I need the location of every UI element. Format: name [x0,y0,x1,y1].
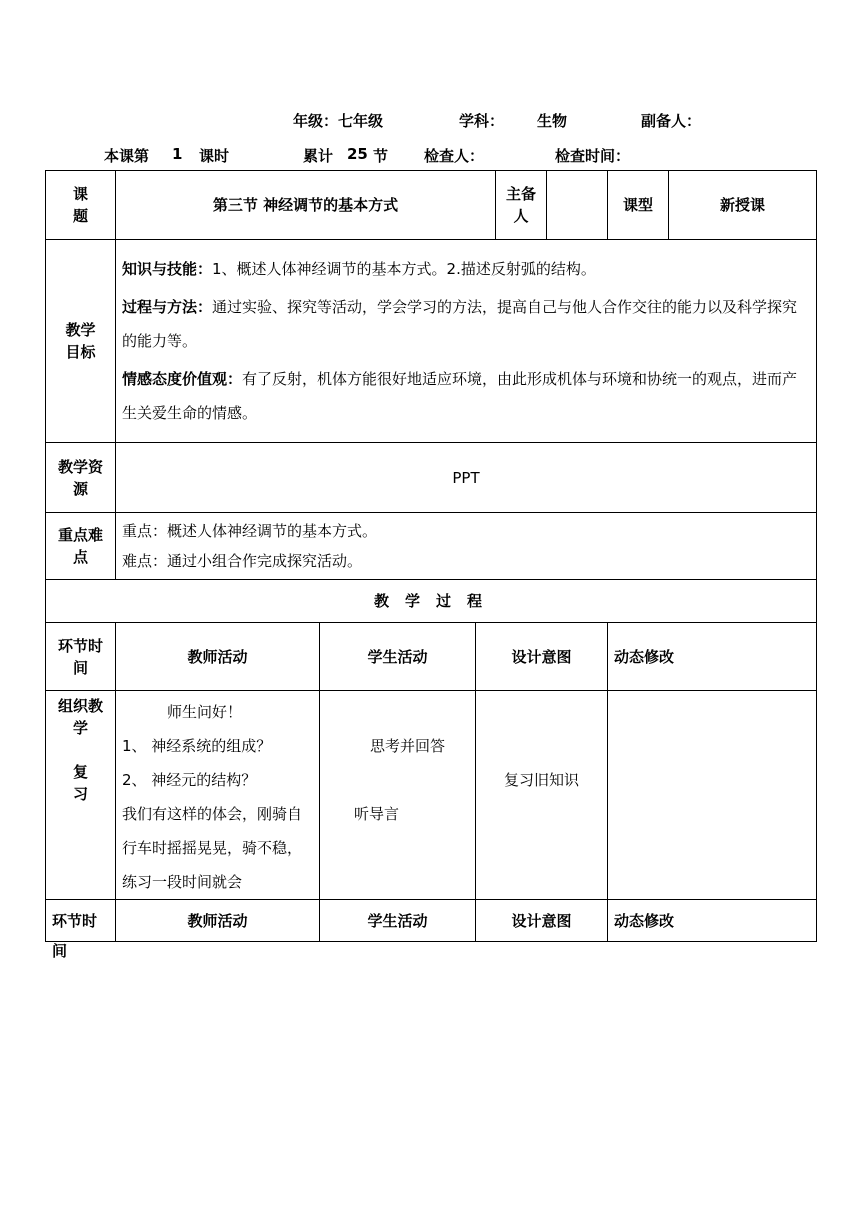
header-total-no: 25 [347,145,368,163]
header-lesson-no: 1 [172,145,183,163]
process-row-1 [46,691,817,900]
header-student-repeat: 学生活动 [320,900,476,942]
header-time-repeat [46,900,116,960]
teacher-activity [116,691,320,900]
key-points-label: 重点难 点 [46,513,116,580]
process-title: 教学过程 [46,580,817,623]
resources-row [46,443,817,513]
header-check-time: 检查时间： [555,147,631,165]
header-time-repeat-text: 环节时 间 [52,912,98,960]
objective-knowledge [122,252,810,286]
student-line-1: 思考并回答 [370,737,446,755]
header-lesson-suffix: 课时 [199,147,230,165]
stage-review: 组织教 学 复 习 [46,691,116,900]
objective-emotion-label: 情感态度价值观： [122,370,243,388]
process-title-row [46,580,817,623]
student-activity [320,691,476,900]
resources-value: PPT [116,443,817,513]
header-lesson-prefix: 本课第 [104,147,150,165]
student-line-2: 听导言 [354,805,400,823]
key-points-content [116,513,817,580]
header-teacher: 教师活动 [116,623,320,691]
process-header-row [46,623,817,691]
topic-title: 第三节 神经调节的基本方式 [116,171,496,240]
lesson-type-value: 新授课 [669,171,817,240]
objective-process [122,290,810,358]
lesson-type-label: 课型 [608,171,669,240]
resources-label: 教学资 源 [46,443,116,513]
header-total-prefix: 累计 [303,147,334,165]
teacher-line-4: 我们有这样的体会，刚骑自行车时摇摇晃晃，骑不稳，练习一段时间就会 [122,805,303,891]
main-preparer-value [547,171,608,240]
header-student: 学生活动 [320,623,476,691]
header-subject-value: 生物 [537,112,568,130]
header-revision-repeat: 动态修改 [608,900,817,942]
design-intent [476,691,608,900]
topic-label: 课 题 [46,171,116,240]
header-revision: 动态修改 [608,623,817,691]
header-intent: 设计意图 [476,623,608,691]
header-co-preparer: 副备人： [641,112,702,130]
objective-process-label: 过程与方法： [122,298,213,316]
objective-emotion [122,362,810,430]
header-checker: 检查人： [424,147,485,165]
header-time: 环节时 间 [46,623,116,691]
design-intent-text: 复习旧知识 [503,771,579,789]
teacher-line-1: 师生问好！ [122,703,243,721]
teacher-line-2: 1、 神经系统的组成？ [122,737,272,755]
objective-knowledge-label: 知识与技能： [122,260,213,278]
main-preparer-label: 主备人 [496,171,547,240]
header-total-suffix: 节 [373,147,389,165]
topic-row [46,171,817,240]
objectives-content [116,240,817,443]
process-header-row-repeat [46,900,817,942]
objectives-row [46,240,817,443]
objectives-label: 教学 目标 [46,240,116,443]
header-subject-label: 学科： [459,112,505,130]
header-intent-repeat: 设计意图 [476,900,608,942]
header-teacher-repeat: 教师活动 [116,900,320,942]
lesson-plan-table [45,170,817,960]
objective-emotion-text: 有了反射，机体方能很好地适应环境，由此形成机体与环境和协统一的观点，进而产生关爱生命的情感。 [122,370,798,422]
difficult-point: 难点：通过小组合作完成探究活动。 [122,552,363,570]
objective-process-text: 通过实验、探究等活动，学会学习的方法，提高自己与他人合作交往的能力以及科学探究的能力等。 [122,298,798,350]
teacher-line-3: 2、 神经元的结构？ [122,771,257,789]
key-points-row [46,513,817,580]
key-point: 重点：概述人体神经调节的基本方式。 [122,522,378,540]
dynamic-revision [608,691,817,900]
header-grade: 年级：七年级 [293,112,384,130]
objective-knowledge-text: 1、概述人体神经调节的基本方式。2.描述反射弧的结构。 [212,260,596,278]
